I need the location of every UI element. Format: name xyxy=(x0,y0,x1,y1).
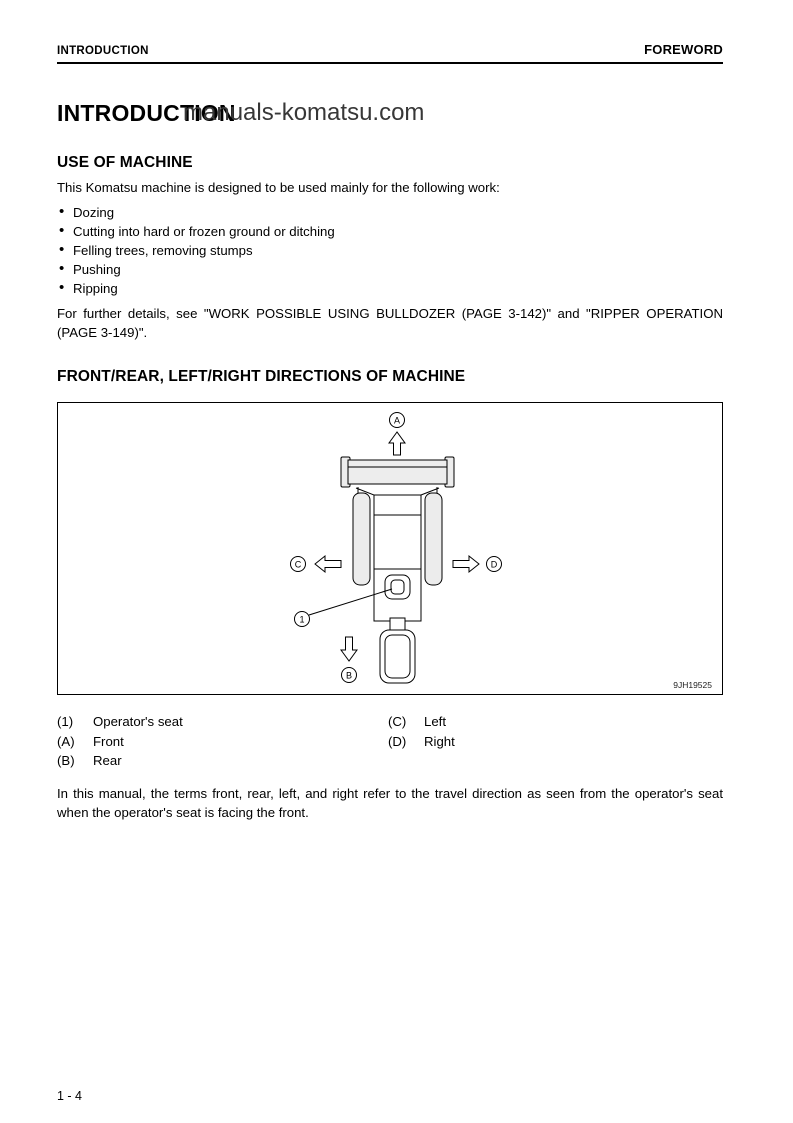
further-details-paragraph: For further details, see "WORK POSSIBLE USING BULLDOZER (PAGE 3-142)" and "RIPPER OPERATION (PAGE 3-149)". xyxy=(57,306,723,340)
list-item: • Ripping xyxy=(57,279,723,298)
label-seat: 1 xyxy=(299,614,305,625)
operator-seat-shape xyxy=(385,575,410,599)
legend-item xyxy=(57,715,388,729)
legend-key: (1) xyxy=(57,714,74,729)
legend-column-right xyxy=(388,715,455,768)
list-item: • Cutting into hard or frozen ground or ditching xyxy=(57,222,723,241)
footer-page-number: 1 - 4 xyxy=(57,1089,83,1103)
seat-label-icon xyxy=(295,612,310,627)
rear-label-icon xyxy=(342,668,357,683)
legend-label: Rear xyxy=(93,753,122,768)
list-item: • Felling trees, removing stumps xyxy=(57,241,723,260)
machine-body-shape xyxy=(374,495,421,621)
header-chapter-title: FOREWORD xyxy=(644,42,723,57)
blade-shape xyxy=(341,457,454,487)
right-label-icon xyxy=(487,557,502,572)
legend-label: Right xyxy=(424,733,455,749)
left-label-icon xyxy=(291,557,306,572)
header-section-title: INTRODUCTION xyxy=(57,45,149,57)
label-rear: B xyxy=(345,670,353,681)
section-heading-use-of-machine: USE OF MACHINE xyxy=(57,154,193,171)
legend-label: Front xyxy=(93,733,124,749)
front-label-icon xyxy=(390,413,405,428)
page-title: INTRODUCTION xyxy=(57,100,236,126)
work-list xyxy=(57,203,723,298)
legend-key: (C) xyxy=(388,714,407,729)
figure-legend xyxy=(57,715,723,768)
section-heading-directions: FRONT/REAR, LEFT/RIGHT DIRECTIONS OF MACHINE xyxy=(57,368,466,385)
figure-code: 9JH19525 xyxy=(673,680,712,690)
right-track-shape xyxy=(425,493,442,585)
list-item: • Dozing xyxy=(57,203,723,222)
legend-item xyxy=(388,735,455,749)
legend-item xyxy=(57,735,388,749)
list-item: • Pushing xyxy=(57,260,723,279)
legend-key: (B) xyxy=(57,753,75,768)
legend-label: Left xyxy=(424,714,446,729)
label-left: C xyxy=(294,559,302,570)
label-right: D xyxy=(490,559,498,570)
left-track-shape xyxy=(353,493,370,585)
legend-column-left xyxy=(57,715,388,768)
legend-label: Operator's seat xyxy=(93,714,183,729)
page-title-block xyxy=(57,100,723,130)
legend-item xyxy=(57,754,388,768)
front-arrow-icon xyxy=(389,432,405,455)
machine-top-view-diagram xyxy=(58,403,722,694)
label-front: A xyxy=(393,415,401,426)
note-paragraph: In this manual, the terms front, rear, left, and right refer to the travel direction as seen from the operator's seat when the operator's seat is facing the front. xyxy=(57,786,723,820)
lead-paragraph: This Komatsu machine is designed to be used mainly for the following work: xyxy=(57,180,500,195)
legend-item xyxy=(388,715,455,729)
right-arrow-icon xyxy=(453,556,479,572)
ripper-shape xyxy=(380,618,415,683)
page-header xyxy=(57,42,723,64)
figure-box xyxy=(57,402,723,695)
left-arrow-icon xyxy=(315,556,341,572)
legend-key: (A) xyxy=(57,733,75,749)
rear-arrow-icon xyxy=(341,637,357,661)
watermark-text: manuals-komatsu.com xyxy=(183,99,425,126)
legend-key: (D) xyxy=(388,733,407,749)
